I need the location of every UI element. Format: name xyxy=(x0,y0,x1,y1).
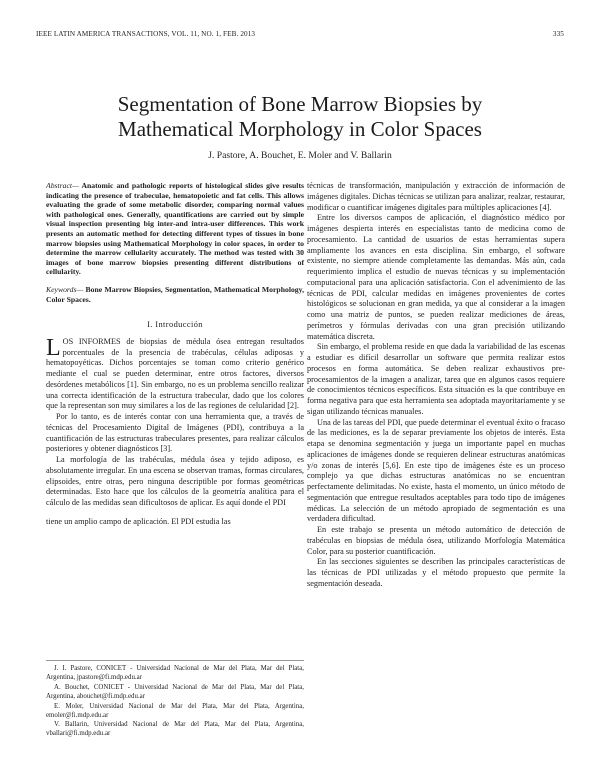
author-list: J. Pastore, A. Bouchet, E. Moler and V. Ballarin xyxy=(208,150,392,161)
right-column xyxy=(307,181,565,590)
body-paragraph-1: técnicas de transformación, manipulación y extracción de información de imágenes digitales. Dichas técnicas se utilizan para analizar, realzar, restaurar, modificar o cuantificar imágenes digitales para múltiples aplicaciones [4]. xyxy=(307,181,565,212)
footnote-moler: E. Moler, Universidad Nacional de Mar del Plata, Mar del Plata, Argentina, emoler@fi.mdp.edu.ar xyxy=(46,702,304,719)
body-paragraph-6: En las secciones siguientes se describen las principales características de las técnicas de PDI utilizadas y el método propuesto que permite la segmentación deseada. xyxy=(307,557,565,588)
page-number: 335 xyxy=(552,30,564,38)
intro-paragraph-1-text: OS INFORMES de biopsias de médula ósea entregan resultados porcentuales de la presencia de trabéculas, células adiposas y hematopoyéticas. Dichos porcentajes se toman como criterio genérico mediante el cual se pueden determinar, entre otros factores, diversos desórdenes metabólicos [1]. Sin embargo, no es un problema sencillo realizar una correcta identificación de la estructura trabecular, dado que los colores que la representan son muy similares a los de las regiones de celularidad [2]. xyxy=(46,336,304,411)
section-heading-introduction: I. Introducción xyxy=(147,320,203,330)
keywords-text: Bone Marrow Biopsies, Segmentation, Mathematical Morphology, Color Spaces. xyxy=(46,284,304,304)
body-paragraph-3: Sin embargo, el problema reside en que dada la variabilidad de las escenas a estudiar es difícil desarrollar un software que permita realizar estos procesos en forma automática. Se deben realizar exhaustivos pre-procesamientos de la imagen a analizar, tarea que en algunos casos requiere de conocimientos técnicos específicos. Esta situación es la que contribuye en forma negativa para que esta herramienta sea adoptada mayoritariamente y se sigan utilizando técnicas manuales. xyxy=(307,342,565,416)
drop-cap-letter: L xyxy=(46,334,61,361)
left-column xyxy=(46,181,304,528)
keywords-label: Keywords— xyxy=(46,284,84,294)
footnote-ballarin: V. Ballarin, Universidad Nacional de Mar del Plata, Mar del Plata, Argentina, vballari@fi.mdp.edu.ar xyxy=(46,721,304,738)
journal-name: IEEE LATIN AMERICA TRANSACTIONS, VOL. 11, NO. 1, FEB. 2013 xyxy=(36,30,256,38)
body-paragraph-2: Entre los diversos campos de aplicación, el diagnóstico médico por imágenes despierta interés en especialistas tanto de medicina como de procesamiento. La cantidad de usuarios de estas herramientas supera ampliamente los avances en esta disciplina. Sin embargo, el software existente, no siempre atiende completamente las demandas. Más aún, cada requerimiento implica el estudio de nuevas técnicas y su implementación computacional para una aplicación satisfactoria. Con el advenimiento de las técnicas de PDI, calcular medidas en imágenes provenientes de cortes histológicos se solucionan en gran medida, ya que al considerar a la imagen como una matriz de puntos, se pueden realizar mediciones de áreas, perímetros y fórmulas derivadas con una gran precisión utilizando matemática discreta. xyxy=(307,213,565,341)
author-footnotes xyxy=(46,660,304,740)
intro-paragraph-1 xyxy=(46,334,304,412)
intro-paragraph-2: Por lo tanto, es de interés contar con una herramienta que, a través de técnicas del Procesamiento Digital de Imágenes (PDI), contribuya a la cuantificación de las estructuras trabeculares presentes, para realizar cálculos posteriores y obtener diagnósticos [3]. xyxy=(46,412,304,454)
footnote-bouchet: A. Bouchet, CONICET - Universidad Nacional de Mar del Plata, Mar del Plata, Argentina, abouchet@fi.mdp.edu.ar xyxy=(46,683,304,700)
keywords xyxy=(46,285,304,304)
body-paragraph-5: En este trabajo se presenta un método automático de detección de trabéculas en biopsias de médula ósea, utilizando Morfología Matemática Color, para su posterior cuantificación. xyxy=(307,525,565,556)
running-header xyxy=(36,30,564,42)
abstract-label: Abstract— xyxy=(46,181,79,190)
footnote-pastore: J. I. Pastore, CONICET - Universidad Nacional de Mar del Plata, Mar del Plata, Argentina, jpastore@fi.mdp.edu.ar xyxy=(46,665,304,681)
intro-paragraph-3: La morfología de las trabéculas, médula ósea y tejido adiposo, es absolutamente irregular. En una escena se observan tramas, formas circulares, elipsoides, entre otras, pero ninguna descriptible por formas geométricas determinadas. Esto hace que los cálculos de la geometría analítica para el cálculo de las medidas sean dificultosos de aplicar. Es aquí donde el PDI xyxy=(46,455,304,508)
abstract-text: Anatomic and pathologic reports of histological slides give results indicating the presence of trabeculae, hematopoietic and fat cells. This allows evaluating the grade of some metabolic disorder, comparing normal values with pathological ones. Generally, quantifications are carried out by simple visual inspection presenting big inter-and intra-user differences. This work presents an automatic method for detecting different types of tissues in bone marrow biopsies using Mathematical Morphology in color spaces, in order to determine the marrow cellularity accurately. The method was tested with 30 images of bone marrow biopsies presenting different distributions of cellularity. xyxy=(46,181,304,277)
body-paragraph-4: Una de las tareas del PDI, que puede determinar el eventual éxito o fracaso de las mediciones, es la de separar previamente los objetos de interés. Esta etapa se denomina segmentación y juega un importante papel en muchas aplicaciones de imágenes donde se requieren delinear estructuras anatómicas y/o zonas de interés [5,6]. En este tipo de imágenes éste es un proceso complejo ya que dichas estructuras anatómicas no se encuentran perfectamente delimitadas. No existe, hasta el momento, un único método de segmentación que entregue resultados aceptables para todo tipo de imágenes médicas. La selección de un método apropiado de segmentación es una verdadera dificultad. xyxy=(307,417,565,524)
paper-title: Segmentation of Bone Marrow Biopsies by Mathematical Morphology in Color Spaces xyxy=(117,92,483,141)
intro-paragraph-4: tiene un amplio campo de aplicación. El PDI estudia las xyxy=(46,516,231,526)
abstract xyxy=(46,181,304,277)
